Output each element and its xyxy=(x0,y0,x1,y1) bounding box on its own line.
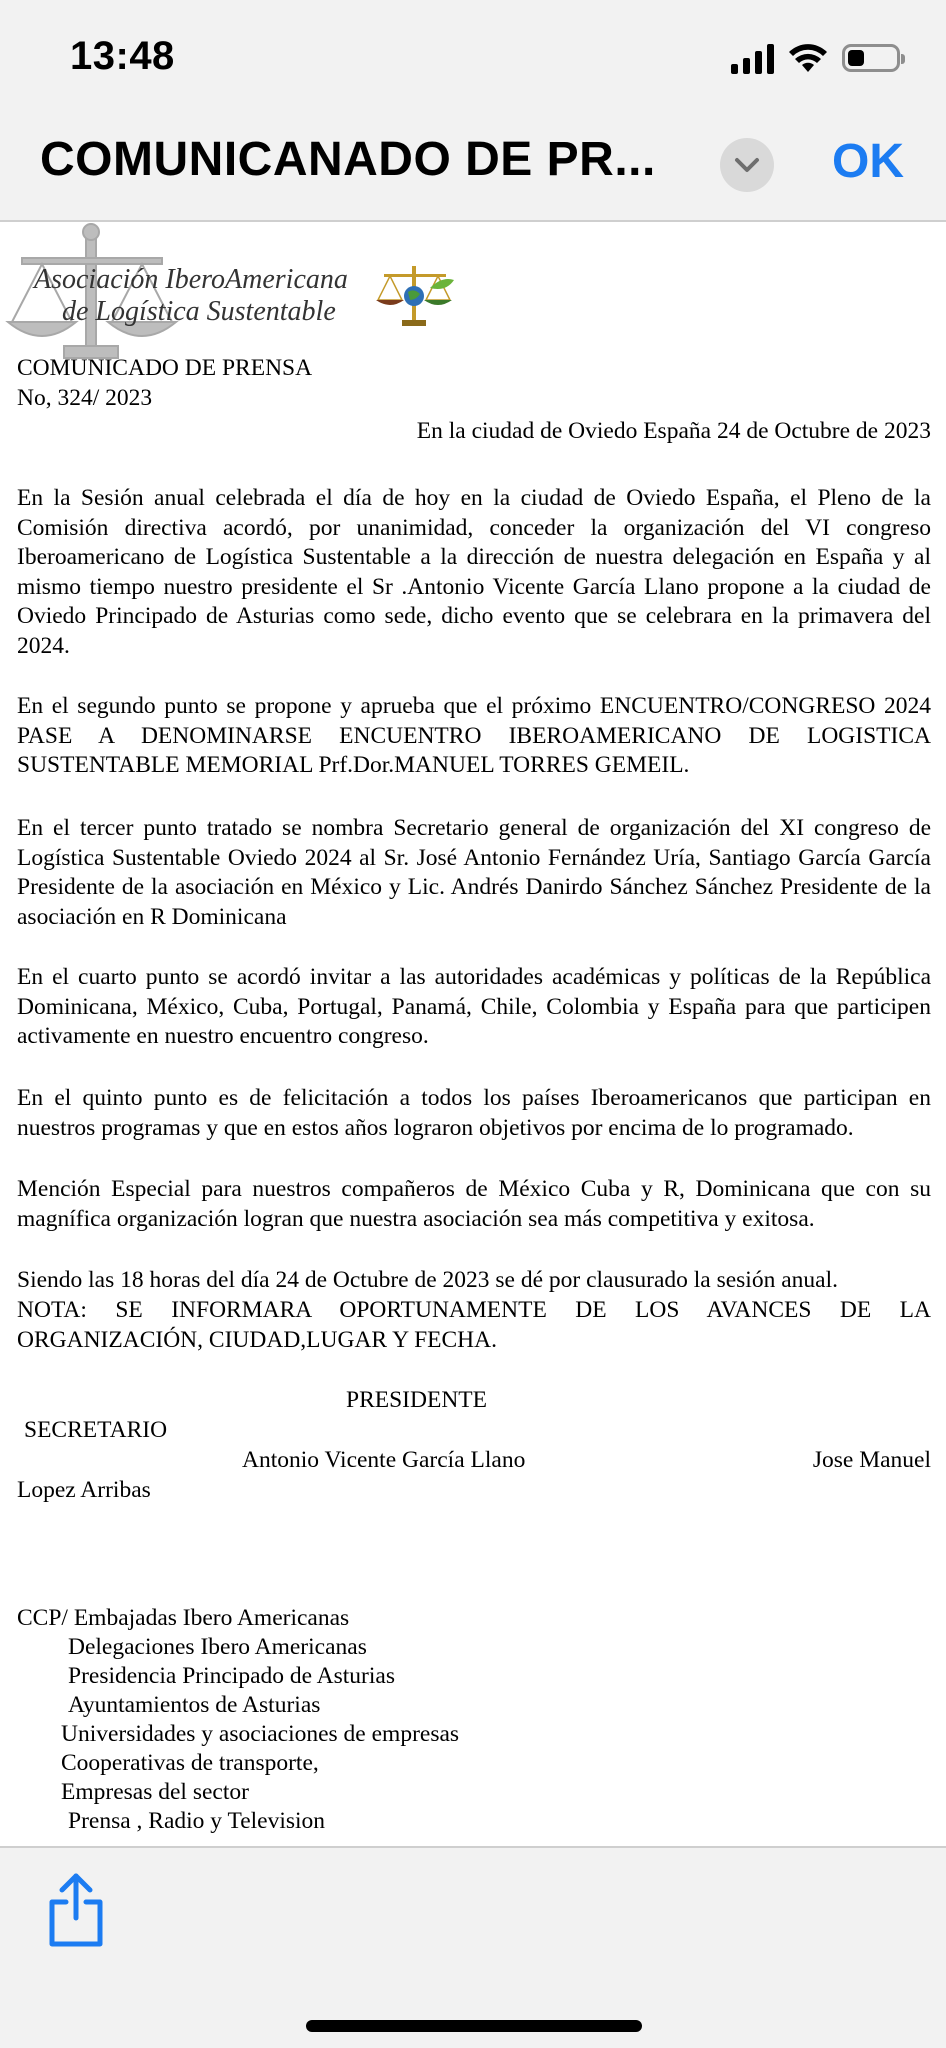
association-logo xyxy=(2,222,472,362)
secretary-name-second: Lopez Arribas xyxy=(17,1477,151,1503)
ok-button[interactable]: OK xyxy=(832,135,904,188)
home-indicator xyxy=(306,2020,642,2032)
paragraph-1: En la Sesión anual celebrada el día de hoy en la ciudad de Oviedo España, el Pleno de la Comisión directiva acordó, por unanimidad, conceder la organización del VI congreso Iberoamericano de Logística Sustentable a la dirección de nuestra delegación en España y al mismo tiempo nuestro presidente el Sr .Antonio Vicente García Llano propone a la ciudad de Oviedo Principado de Asturias como sede, dicho evento que se celebrara en la primavera del 2024. xyxy=(17,485,931,659)
logo-line-1: Asociación IberoAmericana xyxy=(34,264,348,295)
bottom-toolbar xyxy=(0,1846,946,2048)
ccp-item: Presidencia Principado de Asturias xyxy=(68,1663,395,1689)
chevron-down-icon xyxy=(734,156,760,174)
title-menu-button[interactable] xyxy=(720,138,774,192)
ccp-item: Prensa , Radio y Television xyxy=(68,1808,326,1834)
logo-line-2: de Logística Sustentable xyxy=(62,296,336,327)
status-time: 13:48 xyxy=(70,34,175,78)
document-view[interactable] xyxy=(0,222,946,1846)
paragraph-4: En el cuarto punto se acordó invitar a las autoridades académicas y políticas de la República Dominicana, México, Cuba, Portugal, Panamá, Chile, Colombia y España para que participen activamente en nuestro encuentro congreso. xyxy=(17,964,931,1049)
ccp-item: Empresas del sector xyxy=(61,1779,249,1805)
logo-text xyxy=(34,264,348,328)
closing-statement: Siendo las 18 horas del día 24 de Octubre de 2023 se dé por clausurado la sesión anual. xyxy=(17,1267,838,1293)
share-icon xyxy=(44,1870,108,1950)
president-name: Antonio Vicente García Llano xyxy=(242,1447,526,1473)
battery-level xyxy=(848,50,864,66)
secretary-name-first: Jose Manuel xyxy=(812,1447,931,1473)
globe-scales-emblem-icon xyxy=(374,258,456,330)
status-icons xyxy=(731,42,900,74)
paragraph-6: Mención Especial para nuestros compañeros de México Cuba y R, Dominicana que con su magnífica organización logran que nuestra asociación sea más competitiva y exitosa. xyxy=(17,1176,931,1232)
paragraph-3: En el tercer punto tratado se nombra Secretario general de organización del XI congreso de Logística Sustentable Oviedo 2024 al Sr. José Antonio Fernández Uría, Santiago García García Presidente de la asociación en México y Lic. Andrés Danirdo Sánchez Sánchez Presidente de la asociación en R Dominicana xyxy=(17,815,931,930)
president-title: PRESIDENTE xyxy=(346,1387,487,1413)
ccp-item: Universidades y asociaciones de empresas xyxy=(61,1721,460,1747)
secretary-title: SECRETARIO xyxy=(24,1417,168,1443)
ccp-first: CCP/ Embajadas Ibero Americanas xyxy=(17,1605,350,1631)
ccp-item: Ayuntamientos de Asturias xyxy=(68,1692,321,1718)
wifi-icon xyxy=(788,42,828,74)
place-date: En la ciudad de Oviedo España 24 de Octubre de 2023 xyxy=(416,418,931,444)
note: NOTA: SE INFORMARA OPORTUNAMENTE DE LOS AVANCES DE LA ORGANIZACIÓN, CIUDAD,LUGAR Y FECHA. xyxy=(17,1297,931,1353)
ccp-item: Delegaciones Ibero Americanas xyxy=(68,1634,367,1660)
share-button[interactable] xyxy=(44,1870,108,1950)
press-heading: COMUNICADO DE PRENSA xyxy=(17,355,313,381)
paragraph-2: En el segundo punto se propone y aprueba que el próximo ENCUENTRO/CONGRESO 2024 PASE A DENOMINARSE ENCUENTRO IBEROAMERICANO DE LOGISTICA SUSTENTABLE MEMORIAL Prf.Dor.MANUEL TORRES GEMEIL. xyxy=(17,693,931,778)
document-title: COMUNICANADO DE PR... xyxy=(40,133,656,186)
top-bar xyxy=(0,0,946,222)
cellular-signal-icon xyxy=(731,42,774,74)
press-number: No, 324/ 2023 xyxy=(17,385,153,411)
battery-icon xyxy=(842,44,900,72)
ccp-item: Cooperativas de transporte, xyxy=(61,1750,319,1776)
paragraph-5: En el quinto punto es de felicitación a todos los países Iberoamericanos que participan en nuestros programas y que en estos años lograron objetivos por encima de lo programado. xyxy=(17,1085,931,1141)
